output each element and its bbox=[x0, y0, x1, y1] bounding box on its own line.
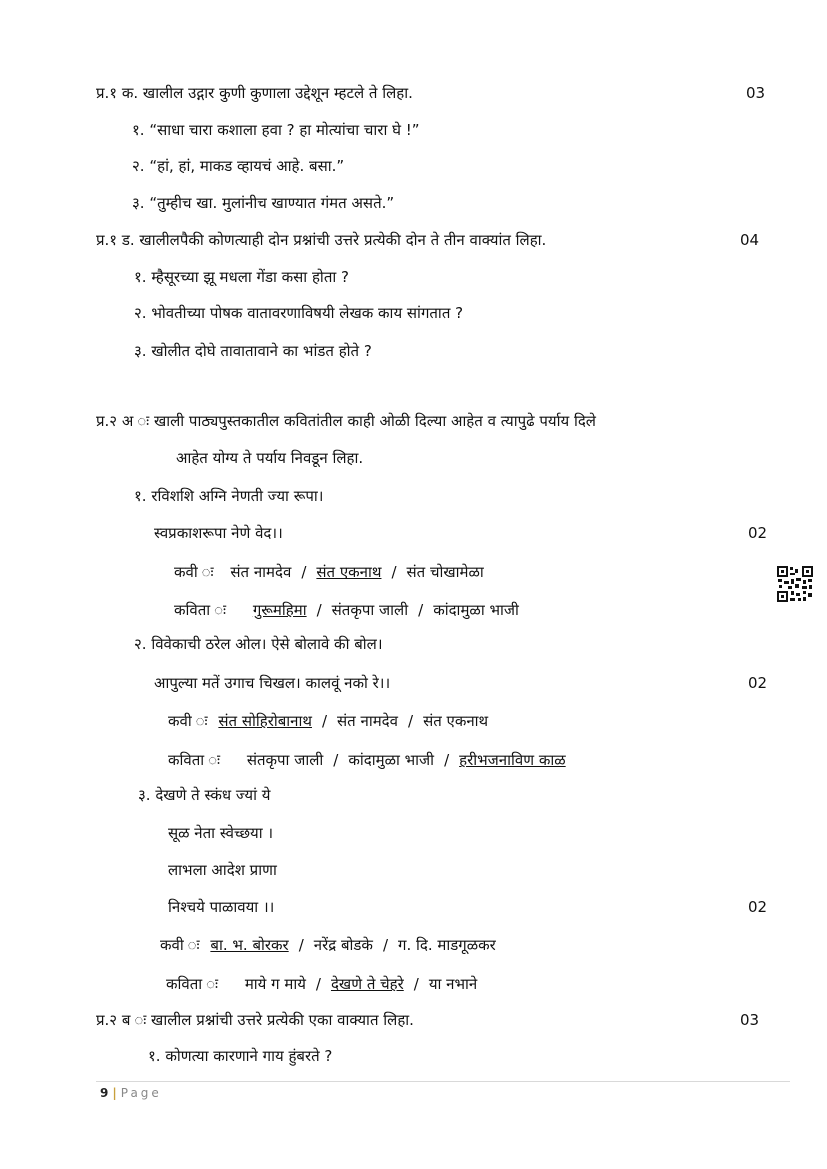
p3-kavi-option-3: ग. दि. माडगूळकर bbox=[398, 936, 496, 954]
page-number: 9 bbox=[100, 1086, 109, 1100]
p2-line-2: आपुल्या मतें उगाच चिखल। कालवूं नको रे।। bbox=[154, 674, 391, 692]
p3-kavi-option-2: नरेंद्र बोडके bbox=[313, 936, 373, 954]
q2b-marks: 03 bbox=[740, 1011, 760, 1029]
p3-line-2: सूळ नेता स्वेच्छया । bbox=[168, 824, 274, 842]
p1-kavi-option-1: संत नामदेव bbox=[230, 563, 292, 581]
p1-kavita-option-2: संतकृपा जाली bbox=[331, 601, 409, 619]
option-separator: / bbox=[418, 601, 424, 619]
p1-kavita-option-1: गुरूमहिमा bbox=[252, 601, 307, 619]
option-separator: / bbox=[413, 975, 419, 993]
footer-separator: | bbox=[112, 1086, 117, 1100]
q1d-marks: 04 bbox=[740, 231, 760, 249]
option-separator: / bbox=[391, 563, 397, 581]
p1-kavi-label: कवी ः bbox=[174, 563, 214, 581]
option-separator: / bbox=[408, 712, 414, 730]
p2-kavi-option-2: संत नामदेव bbox=[337, 712, 398, 730]
q1k-marks: 03 bbox=[746, 84, 766, 102]
p3-kavita-option-3: या नभाने bbox=[428, 975, 478, 993]
p2-kavi-label: कवी ः bbox=[168, 712, 208, 730]
p3-kavita-option-1: माये ग माये bbox=[244, 975, 306, 993]
page-footer bbox=[100, 1084, 162, 1102]
q1d-item-2: २. भोवतीच्या पोषक वातावरणाविषयी लेखक काय सांगतात ? bbox=[134, 304, 464, 322]
p3-line-4: निश्चये पाळावया ।। bbox=[168, 898, 275, 916]
page-word: Page bbox=[120, 1086, 162, 1100]
p3-kavita-label: कविता ः bbox=[166, 975, 219, 993]
option-separator: / bbox=[444, 751, 450, 769]
p2-kavi-row bbox=[168, 710, 488, 732]
p1-marks: 02 bbox=[748, 524, 768, 542]
p3-line-3: लाभला आदेश प्राणा bbox=[168, 861, 277, 879]
p3-kavi-option-1: बा. भ. बोरकर bbox=[210, 936, 289, 954]
p2-kavita-option-2: कांदामुळा भाजी bbox=[348, 751, 435, 769]
p1-line-2: स्वप्रकाशरूपा नेणे वेद।। bbox=[154, 524, 283, 542]
p2-kavita-option-1: संतकृपा जाली bbox=[246, 751, 324, 769]
option-separator: / bbox=[315, 975, 321, 993]
qr-code-icon bbox=[776, 565, 814, 603]
q1d-item-3: ३. खोलीत दोघे तावातावाने का भांडत होते ? bbox=[134, 342, 372, 360]
q1k-item-3: ३. “तुम्हीच खा. मुलांनीच खाण्यात गंमत असते.” bbox=[132, 194, 395, 212]
q2a-heading-line-1: प्र.२ अ ः खाली पाठ्यपुस्तकातील कवितांतील काही ओळी दिल्या आहेत व त्यापुढे पर्याय दिले bbox=[96, 412, 596, 430]
option-separator: / bbox=[382, 936, 389, 954]
q1k-heading: प्र.१ क. खालील उद्गार कुणी कुणाला उद्देशून म्हटले ते लिहा. bbox=[96, 84, 413, 102]
p3-kavita-option-2: देखणे ते चेहरे bbox=[330, 975, 404, 993]
p1-kavi-option-2: संत एकनाथ bbox=[316, 563, 382, 581]
p2-kavi-option-1: संत सोहिरोबानाथ bbox=[218, 712, 312, 730]
q1k-item-2: २. “हां, हां, माकड व्हायचं आहे. बसा.” bbox=[132, 157, 345, 175]
option-separator: / bbox=[333, 751, 339, 769]
p1-kavi-option-3: संत चोखामेळा bbox=[406, 563, 484, 581]
q2b-item-1: १. कोणत्या कारणाने गाय हुंबरते ? bbox=[148, 1047, 333, 1065]
p3-marks: 02 bbox=[748, 898, 768, 916]
p2-kavita-option-3: हरीभजनाविण काळ bbox=[459, 751, 566, 769]
p2-kavita-row bbox=[168, 749, 566, 771]
p1-kavita-label: कविता ः bbox=[174, 601, 227, 619]
option-separator: / bbox=[298, 936, 304, 954]
p2-kavi-option-3: संत एकनाथ bbox=[423, 712, 489, 730]
p3-kavita-row bbox=[166, 973, 477, 995]
p1-kavita-row bbox=[174, 599, 519, 621]
q2a-heading-line-2: आहेत योग्य ते पर्याय निवडून लिहा. bbox=[176, 449, 364, 467]
p2-marks: 02 bbox=[748, 674, 768, 692]
q1d-heading: प्र.१ ड. खालीलपैकी कोणत्याही दोन प्रश्नांची उत्तरे प्रत्येकी दोन ते तीन वाक्यांत लिहा. bbox=[96, 231, 547, 249]
option-separator: / bbox=[316, 601, 322, 619]
footer-divider bbox=[96, 1081, 790, 1082]
p3-line-1: ३. देखणे ते स्कंध ज्यां ये bbox=[138, 786, 271, 804]
option-separator: / bbox=[301, 563, 307, 581]
p3-kavi-label: कवी ः bbox=[160, 936, 200, 954]
p2-line-1: २. विवेकाची ठरेल ओल। ऐसे बोलावे की बोल। bbox=[134, 635, 383, 653]
q1k-item-1: १. “साधा चारा कशाला हवा ? हा मोत्यांचा चारा घे !” bbox=[132, 121, 420, 139]
p1-kavita-option-3: कांदामुळा भाजी bbox=[433, 601, 519, 619]
p1-kavi-row bbox=[174, 561, 484, 583]
q1d-item-1: १. म्हैसूरच्या झू मधला गेंडा कसा होता ? bbox=[134, 268, 349, 286]
p3-kavi-row bbox=[160, 934, 496, 956]
p1-line-1: १. रविशशि अग्नि नेणती ज्या रूपा। bbox=[134, 487, 324, 505]
p2-kavita-label: कविता ः bbox=[168, 751, 221, 769]
option-separator: / bbox=[321, 712, 328, 730]
q2b-heading: प्र.२ ब ः खालील प्रश्नांची उत्तरे प्रत्येकी एका वाक्यात लिहा. bbox=[96, 1011, 414, 1029]
